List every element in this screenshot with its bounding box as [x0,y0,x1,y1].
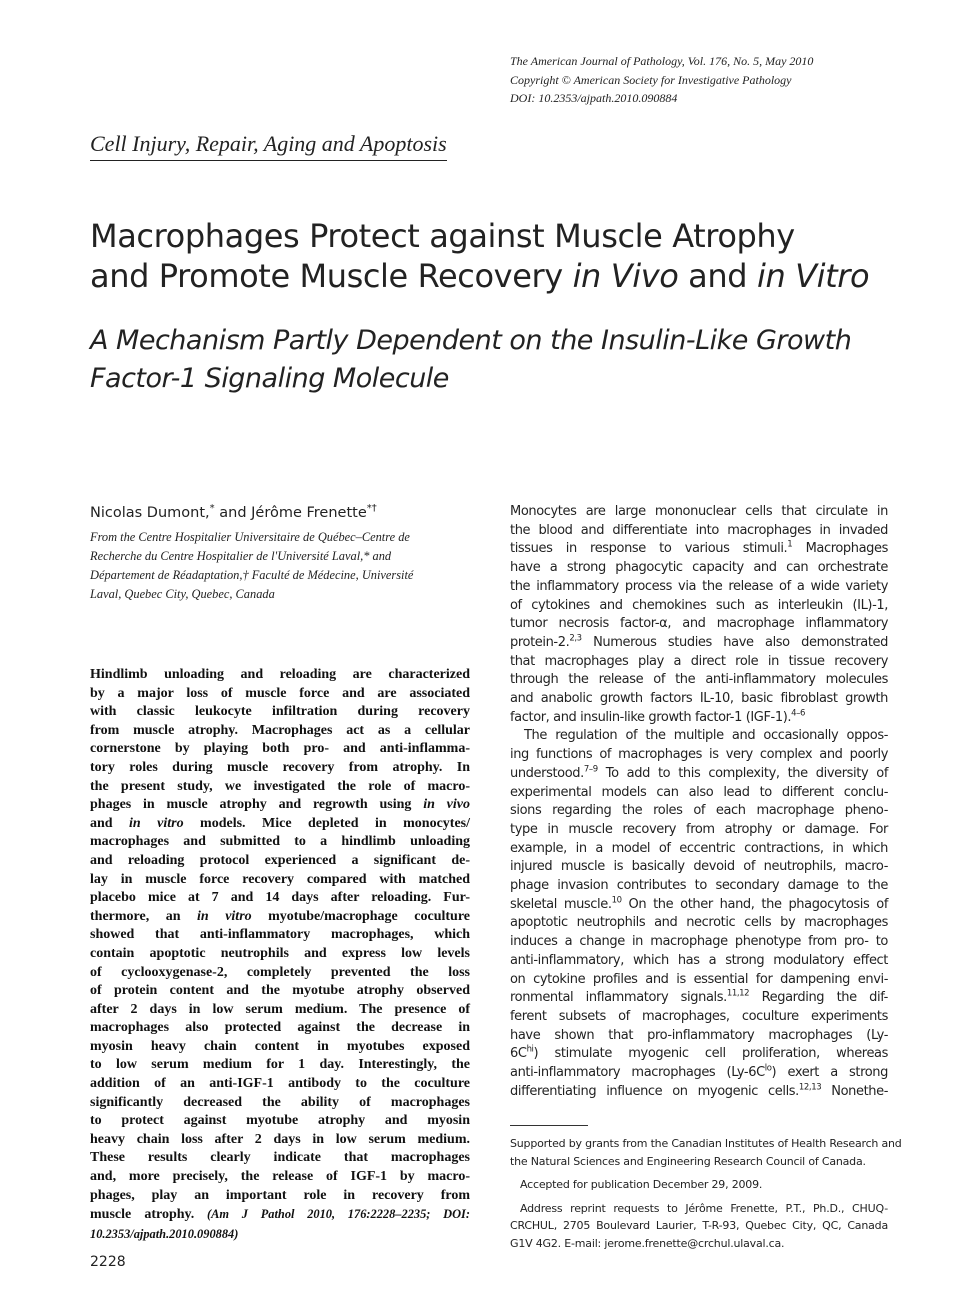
footnote-support-line: Supported by grants from the Canadian Institutes of Health Research and [510,1137,902,1150]
doi-line: DOI: 10.2353/ajpath.2010.090884 [510,91,678,105]
abstract-text: muscle atrophy. [90,1207,195,1223]
affiliation-line: Laval, Quebec City, Quebec, Canada [90,587,275,601]
author-list [90,503,377,521]
abstract-line: and, more precisely, the release of IGF-1 by macro- [90,1169,470,1185]
abstract-line [90,908,470,927]
body-line [510,1045,888,1064]
body-text-span: skeletal muscle. [510,896,612,912]
title-italic: in Vivo [572,257,679,295]
body-text-span: ) exert a strong [771,1065,888,1081]
body-line [510,709,888,728]
body-line [510,896,888,915]
body-text-span: Macrophages [792,541,888,557]
article-subtitle [90,322,930,398]
abstract-doi: 10.2353/ajpath.2010.090884) [90,1226,239,1241]
body-text-span: 6C [510,1046,527,1062]
body-text-span: Nonethe- [821,1083,888,1099]
footnote-support-line: the Natural Sciences and Engineering Research Council of Canada. [510,1154,866,1168]
superscript: hi [526,1045,534,1056]
abstract-text: models. Mice depleted in monocytes/ [183,815,470,831]
abstract-italic: in vitro [129,815,184,831]
abstract-text: and [90,815,130,831]
footnote-divider [510,1125,588,1126]
body-line: ing functions of macrophages is very complex and poorly [510,747,888,763]
abstract-line: of cyclooxygenase-2, completely prevented the loss [90,964,470,980]
journal-citation [510,52,930,108]
reference-mark: 4–6 [791,708,805,719]
abstract-line [90,796,470,815]
abstract-italic: in vitro [197,908,252,924]
body-text-span: tissues in response to various stimuli. [510,541,788,557]
body-line: anti-inflammatory, which has a strong modulatory effect [510,952,888,968]
page-number: 2228 [90,1254,126,1270]
body-line: injured muscle is basically devoid of neutrophils, macro- [510,859,888,875]
footnote-address-line: Address reprint requests to Jérôme Frenette, P.T., Ph.D., CHUQ- [520,1201,888,1215]
abstract-line: macrophages and submitted to a hindlimb unloading [90,834,470,850]
body-line [510,1064,888,1083]
reference-mark: 1 [787,540,793,551]
body-text-span: On the other hand, the phagocytosis of [621,896,888,912]
abstract-line: myosin heavy chain content in myotubes exposed [90,1038,470,1054]
abstract-line: with classic leukocyte infiltration during recovery [90,704,470,720]
abstract-line: placebo mice at 7 and 14 days after reloading. Fur- [90,890,470,906]
body-line [510,765,888,784]
abstract-citation: (Am J Pathol 2010, 176:2228–2235; DOI: [194,1207,470,1222]
body-line: on cytokine profiles and is essential for dampening envi- [510,971,888,987]
abstract-line [90,1205,470,1225]
abstract-line: significantly decreased the ability of macrophages [90,1094,470,1110]
body-text-span: Regarding the dif- [749,990,888,1006]
affiliation-mark: *† [366,503,377,514]
body-line: and anabolic growth factors IL-10, basic fibroblast growth [510,691,888,707]
abstract-line: of protein content and the myotube atrophy observed [90,983,470,999]
body-line [510,989,888,1008]
abstract-line: to protect against myotube atrophy and myosin [90,1113,470,1129]
journal-line: The American Journal of Pathology, Vol. 176, No. 5, May 2010 [510,54,814,68]
body-line: have a strong phagocytic capacity and can orchestrate [510,560,888,576]
body-line: the blood and differentiate into macrophages in invaded [510,522,888,538]
body-text-span: understood. [510,765,584,781]
article-title [90,216,930,296]
body-line: ferent subsets of macrophages, coculture experiments [510,1008,888,1024]
title-text: and [678,257,757,295]
footnote-accepted: Accepted for publication December 29, 2009. [520,1178,763,1191]
body-line: experimental models can also lead to different conclu- [510,784,888,800]
affiliation-line: Département de Réadaptation,† Faculté de Médecine, Université [90,568,414,582]
body-line: induces a change in macrophage phenotype from pro- to [510,934,888,950]
body-line: apoptotic neutrophils and necrotic cells by macrophages [510,915,888,931]
author-name: and Jérôme Frenette [214,504,367,521]
copyright-line: Copyright © American Society for Investigative Pathology [510,72,792,87]
body-line: tumor necrosis factor-α, and macrophage inflammatory [510,616,888,632]
title-line-1: Macrophages Protect against Muscle Atrophy [90,217,795,255]
body-line [510,540,888,559]
title-text: and Promote Muscle Recovery [90,257,573,295]
footnote-address-line: G1V 4G2. E-mail: jerome.frenette@crchul.ulaval.ca. [510,1236,785,1250]
subtitle-line-2: Factor-1 Signaling Molecule [90,363,449,394]
section-heading: Cell Injury, Repair, Aging and Apoptosis [90,131,447,161]
abstract-line: from muscle atrophy. Macrophages act as a cellular [90,722,470,738]
body-text-span: anti-inflammatory macrophages (Ly-6C [510,1065,765,1081]
abstract-line: by a major loss of muscle force and are associated [90,685,470,701]
author-name: Nicolas Dumont, [90,504,210,521]
abstract-line: heavy chain loss after 2 days in low serum medium. [90,1131,470,1147]
abstract-line: tory roles during muscle recovery from atrophy. In [90,759,470,775]
abstract-line: These results clearly indicate that macrophages [90,1150,470,1166]
abstract-line: Hindlimb unloading and reloading are characterized [90,667,470,682]
abstract-line: to low serum medium for 1 day. Interestingly, the [90,1057,470,1073]
body-line: type in muscle recovery from atrophy or damage. For [510,821,888,837]
body-text-span: protein-2. [510,634,570,650]
body-line: example, in a model of eccentric contractions, in which [510,840,888,856]
affiliations [90,528,470,604]
body-text-span: factor, and insulin-like growth factor-1 (IGF-1). [510,709,792,725]
reference-mark: 10 [611,895,622,906]
superscript: lo [764,1063,772,1074]
footnote-address-line: CRCHUL, 2705 Boulevard Laurier, T-R-93, Quebec City, QC, Canada [510,1219,888,1232]
abstract-text: myotube/macrophage coculture [251,908,470,924]
abstract-line [90,815,470,834]
reference-mark: 11,12 [726,988,750,999]
body-line [510,1083,888,1102]
body-text-span: ) stimulate myogenic cell proliferation, whereas [533,1046,888,1062]
abstract-line: the present study, we investigated the role of macro- [90,778,470,794]
reference-mark: 7–9 [583,764,598,775]
subtitle-line-1: A Mechanism Partly Dependent on the Insulin-Like Growth [90,325,852,356]
body-text-span: ronmental inflammatory signals. [510,990,727,1006]
affiliation-mark: * [209,503,215,514]
body-line: of cytokines and chemokines such as interleukin (IL)-1, [510,597,888,613]
abstract-line: cornerstone by playing both pro- and anti-inflamma- [90,741,470,757]
body-line: phage invasion contributes to secondary damage to the [510,878,888,894]
body-line: through the release of the anti-inflammatory molecules [510,672,888,688]
abstract-text: thermore, an [90,908,198,924]
abstract-line: addition of an anti-IGF-1 antibody to the coculture [90,1076,470,1092]
reference-mark: 2,3 [569,633,582,644]
abstract-line: and reloading protocol experienced a significant de- [90,852,470,868]
body-line: the inflammatory process via the release of a wide variety [510,578,888,594]
body-line: The regulation of the multiple and occasionally oppos- [524,728,888,744]
title-line-2 [90,256,930,296]
abstract-line: lay in muscle force recovery compared with matched [90,871,470,887]
abstract-line: after 2 days in low serum medium. The presence of [90,1001,470,1017]
abstract-text: phages in muscle atrophy and regrowth using [90,797,424,813]
body-line: sions regarding the roles of each macrophage pheno- [510,803,888,819]
body-line [510,634,888,653]
affiliation-line: Recherche du Centre Hospitalier de l'Université Laval,* and [90,549,392,563]
body-line: that macrophages play a direct role in tissue recovery [510,653,888,669]
body-text-span: To add to this complexity, the diversity of [597,765,888,781]
body-line: Monocytes are large mononuclear cells that circulate in [510,504,888,519]
abstract-italic: in vivo [423,797,470,813]
abstract-line: macrophages also protected against the decrease in [90,1020,470,1036]
reference-mark: 12,13 [798,1082,822,1093]
title-italic: in Vitro [756,257,870,295]
abstract-line: phages, play an important role in recovery from [90,1187,470,1203]
footnotes [510,1135,902,1252]
body-line: have shown that pro-inflammatory macrophages (Ly- [510,1027,888,1043]
abstract-line: showed that anti-inflammatory macrophages, which [90,927,470,943]
affiliation-line: From the Centre Hospitalier Universitaire de Québec–Centre de [90,530,410,544]
abstract [90,666,470,1243]
body-text [510,503,888,1102]
body-text-span: differentiating influence on myogenic cells. [510,1083,799,1099]
body-text-span: Numerous studies have also demonstrated [581,634,888,650]
abstract-line: contain apoptotic neutrophils and express low levels [90,945,470,961]
